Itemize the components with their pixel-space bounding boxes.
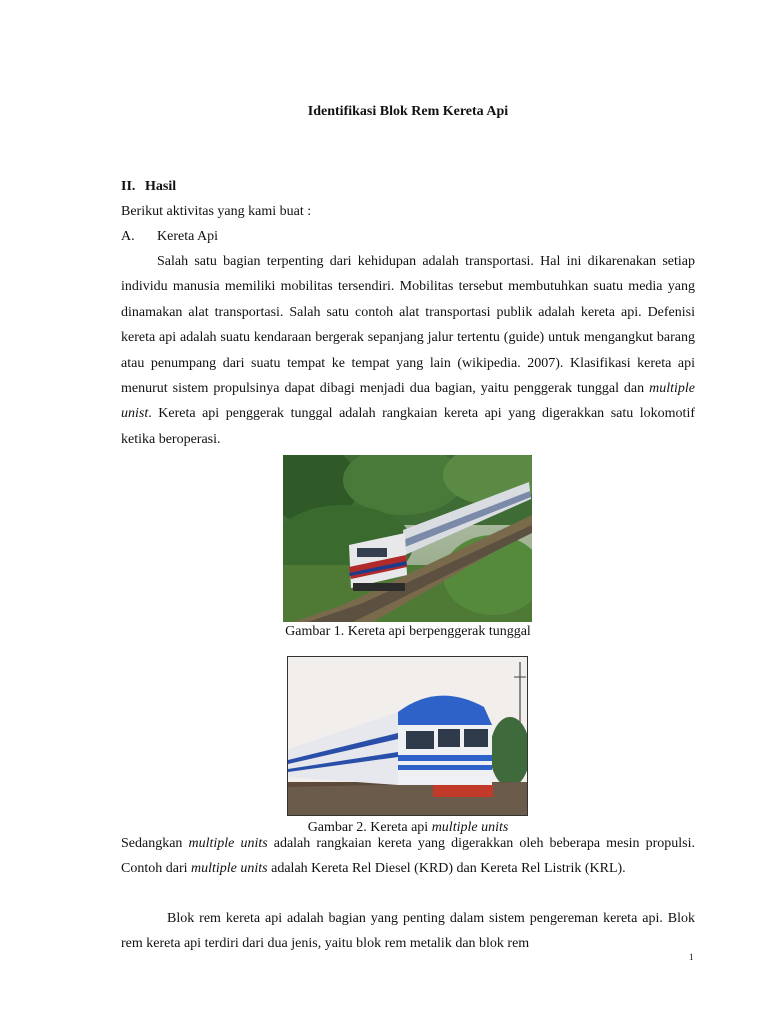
paragraph-text: adalah rangkaian kereta yang digerakkan oleh beberapa mesin propulsi. Contoh dari bbox=[121, 836, 695, 877]
multiple-unit-train-image bbox=[288, 657, 527, 815]
paragraph-text: adalah Kereta Rel Diesel (KRD) dan Kereta Rel Listrik (KRL). bbox=[267, 861, 626, 877]
paragraph-kereta-api bbox=[121, 249, 695, 452]
paragraph-italic-term: multiple units bbox=[188, 836, 268, 851]
paragraph-italic-term: multiple units bbox=[191, 861, 268, 877]
locomotive-train-image bbox=[283, 455, 532, 622]
paragraph-text: . Kereta api penggerak tunggal adalah rangkaian kereta api yang digerakkan satu lokomotif ketika beroperasi. bbox=[121, 406, 695, 447]
section-heading bbox=[121, 179, 176, 195]
subsection-heading bbox=[121, 229, 218, 245]
figure-1-photo bbox=[283, 455, 532, 622]
paragraph-text: Sedangkan bbox=[121, 836, 189, 851]
caption-italic-term: multiple units bbox=[431, 820, 509, 835]
subsection-title: Kereta Api bbox=[157, 229, 219, 244]
paragraph-text: Salah satu bagian terpenting dari kehidupan adalah transportasi. Hal ini dikarenakan setiap individu manusia memiliki mobilitas tersendiri. Mobilitas tersebut membutuhkan suatu media yang dinamakan alat transportasi. Salah satu contoh alat transportasi publik adalah kereta api. Defenisi kereta api adalah suatu kendaraan bergerak sepanjang jalur tertentu (guide) untuk mengangkut barang atau penumpang dari suatu tempat ke tempat yang lain (wikipedia. 2007). Klasifikasi kereta api menurut sistem propulsinya dapat dibagi menjadi dua bagian, yaitu penggerak tunggal dan bbox=[121, 254, 695, 397]
document-title: Identifikasi Blok Rem Kereta Api bbox=[307, 104, 509, 119]
figure-1-caption: Gambar 1. Kereta api berpenggerak tunggal bbox=[285, 624, 531, 639]
paragraph-multiple-units bbox=[121, 831, 695, 882]
intro-line: Berikut aktivitas yang kami buat : bbox=[121, 204, 312, 219]
paragraph-italic-term: multiple unist bbox=[121, 381, 695, 422]
subsection-letter: A. bbox=[121, 229, 135, 244]
section-number: II. bbox=[121, 179, 136, 194]
paragraph-blok-rem: Blok rem kereta api adalah bagian yang penting dalam sistem pengereman kereta api. Blok rem kereta api terdiri dari dua jenis, yaitu blok rem metalik dan blok rem bbox=[121, 911, 695, 952]
caption-text: Gambar 2. Kereta api bbox=[307, 820, 432, 835]
page-number: 1 bbox=[689, 952, 694, 962]
section-title: Hasil bbox=[145, 179, 177, 194]
figure-2-photo bbox=[287, 656, 528, 816]
